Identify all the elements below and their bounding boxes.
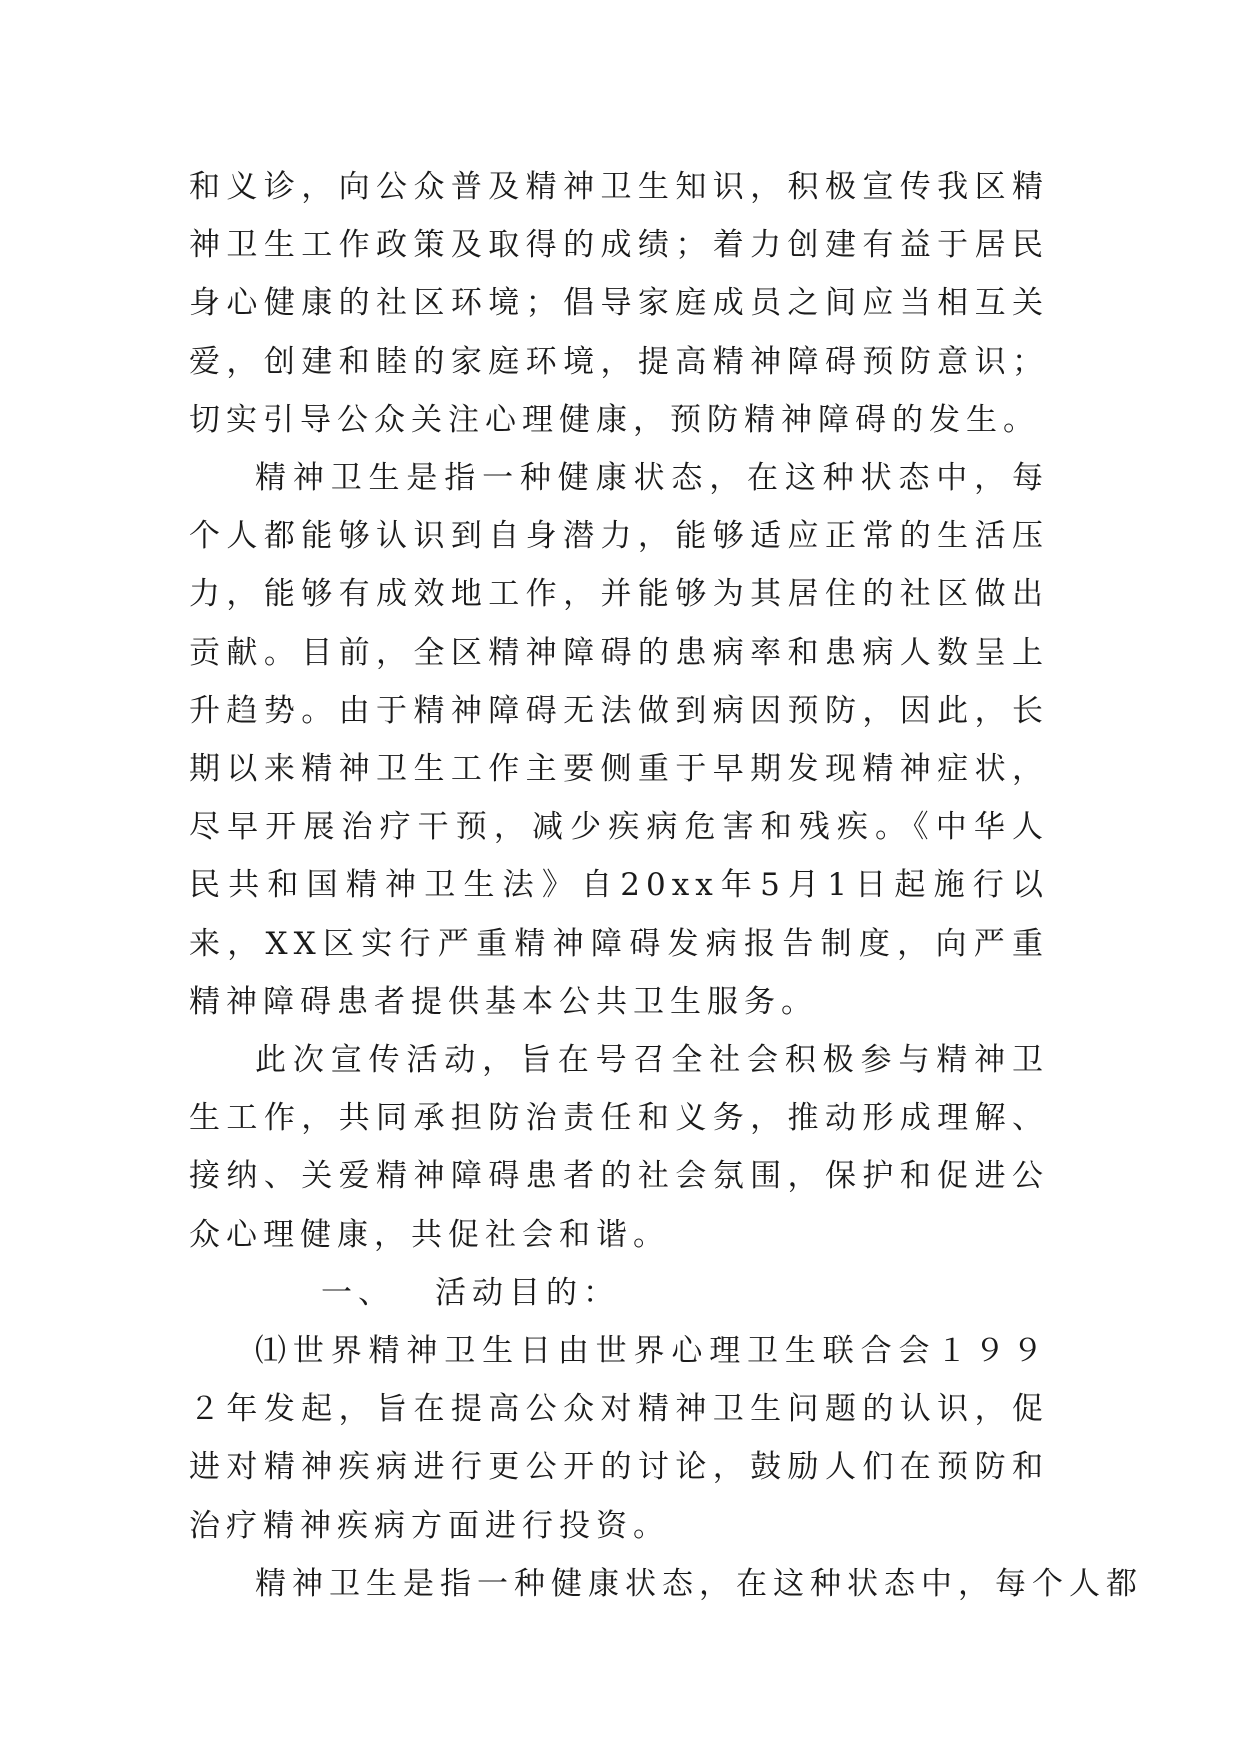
paragraph-world-mental-health-day: ⑴世界精神卫生日由世界心理卫生联合会１９９２年发起，旨在提高公众对精神卫生问题的认识，促进对精神疾病进行更公开的讨论，鼓励人们在预防和治疗精神疾病方面进行投资。 [189,1333,1049,1544]
document-body [189,158,1143,1613]
paragraph-publicity-content: 和义诊，向公众普及精神卫生知识，积极宣传我区精神卫生工作政策及取得的成绩；着力创建有益于居民身心健康的社区环境；倡导家庭成员之间应当相互关爱，创建和睦的家庭环境，提高精神障碍预防意识；切实引导公众关注心理健康，预防精神障碍的发生。 [189,169,1049,438]
paragraph-mental-health-definition-repeat: 精神卫生是指一种健康状态，在这种状态中，每个人都 [255,1565,1143,1602]
section-title: 活动目的： [435,1274,620,1311]
section-heading-objectives [189,1264,1049,1322]
paragraph-campaign-purpose: 此次宣传活动，旨在号召全社会积极参与精神卫生工作，共同承担防治责任和义务，推动形成理解、接纳、关爱精神障碍患者的社会氛围，保护和促进公众心理健康，共促社会和谐。 [189,1042,1049,1253]
paragraph-mental-health-definition: 精神卫生是指一种健康状态，在这种状态中，每个人都能够认识到自身潜力，能够适应正常的生活压力，能够有成效地工作，并能够为其居住的社区做出贡献。目前，全区精神障碍的患病率和患病人数呈上升趋势。由于精神障碍无法做到病因预防，因此，长期以来精神卫生工作主要侧重于早期发现精神症状，尽早开展治疗干预，减少疾病危害和残疾。《中华人民共和国精神卫生法》自20xx年5月1日起施行以来，XX区实行严重精神障碍发病报告制度，向严重精神障碍患者提供基本公共卫生服务。 [189,460,1049,1020]
section-number: 一、 [321,1274,395,1311]
